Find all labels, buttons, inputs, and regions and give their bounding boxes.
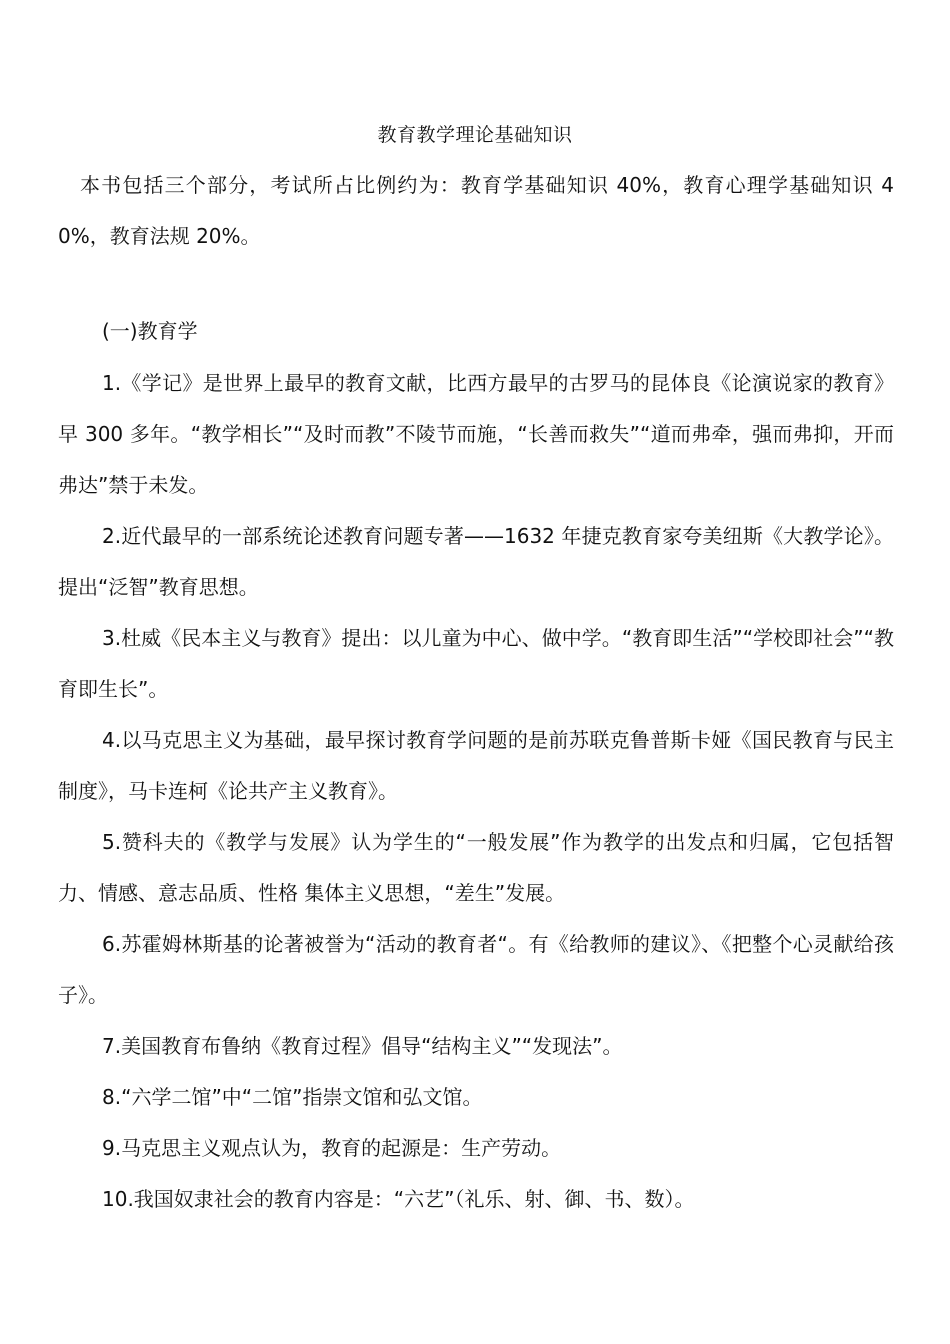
intro-paragraph	[58, 160, 894, 262]
item-list	[58, 358, 894, 1225]
list-item: 4.以马克思主义为基础，最早探讨教育学问题的是前苏联克鲁普斯卡娅《国民教育与民主制度》，马卡连柯《论共产主义教育》。	[58, 728, 894, 803]
list-item: 8.“六学二馆”中“二馆”指崇文馆和弘文馆。	[102, 1085, 483, 1109]
list-item: 2.近代最早的一部系统论述教育问题专著——1632 年捷克教育家夸美纽斯《大教学论》。提出“泛智”教育思想。	[58, 524, 894, 599]
list-item: 6.苏霍姆林斯基的论著被誉为“活动的教育者“。有《给教师的建议》、《把整个心灵献给孩子》。	[58, 932, 894, 1007]
list-item: 10.我国奴隶社会的教育内容是：“六艺”（礼乐、射、御、书、数）。	[102, 1187, 695, 1211]
list-item: 5.赞科夫的《教学与发展》认为学生的“一般发展”作为教学的出发点和归属，它包括智力、情感、意志品质、性格 集体主义思想，“差生”发展。	[58, 830, 894, 905]
document-title: 教育教学理论基础知识	[377, 124, 573, 146]
intro-text: 本书包括三个部分，考试所占比例约为：教育学基础知识 40%，教育心理学基础知识 40%，教育法规 20%。	[58, 173, 894, 248]
section-heading	[58, 306, 894, 357]
list-item: 1.《学记》是世界上最早的教育文献，比西方最早的古罗马的昆体良《论演说家的教育》早 300 多年。“教学相长”“及时而教”不陵节而施，“长善而救失”“道而弗牵，强而弗抑，开而弗达”禁于未发。	[58, 371, 894, 497]
section-heading-text: (一)教育学	[102, 319, 198, 343]
list-item: 9.马克思主义观点认为，教育的起源是：生产劳动。	[102, 1136, 562, 1160]
list-item: 3.杜威《民本主义与教育》提出：以儿童为中心、做中学。“教育即生活”“学校即社会”“教育即生长”。	[58, 626, 894, 701]
list-item: 7.美国教育布鲁纳《教育过程》倡导“结构主义”“发现法”。	[102, 1034, 623, 1058]
